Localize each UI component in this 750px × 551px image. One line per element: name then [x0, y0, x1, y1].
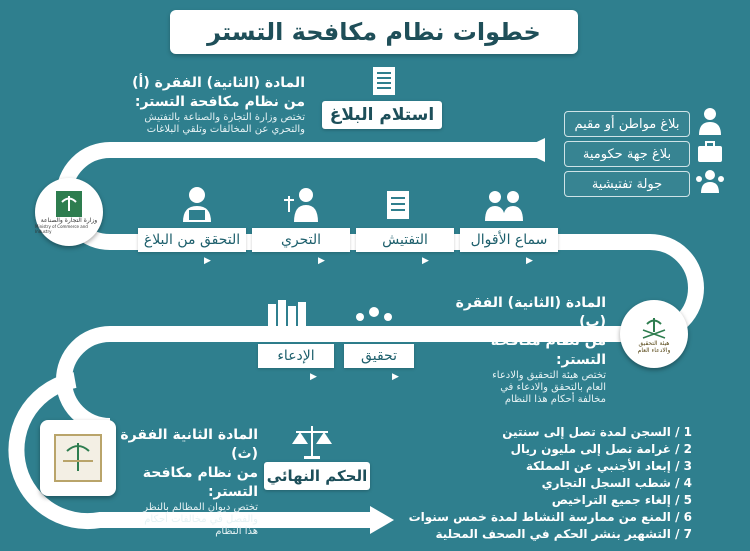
source-government: بلاغ جهة حكومية: [564, 141, 690, 167]
source-citizen: بلاغ مواطن أو مقيم: [564, 111, 690, 137]
section-b-heading2: من نظام مكافحة التستر:: [490, 333, 606, 368]
investigation-logo-line1: هيئة التحقيق: [638, 340, 670, 347]
section-a-body2: والتحري عن المخالفات وتلقي البلاغات: [146, 124, 305, 135]
section-a-heading1: المادة (الثانية) الفقرة (أ): [132, 75, 305, 91]
step-hearing: [460, 228, 558, 252]
ministry-logo-ar: وزارة التجارة والصناعة: [40, 216, 98, 224]
section-b-body3: مخالفة أحكام هذا النظام: [504, 394, 606, 405]
play-icon: ▶: [526, 256, 533, 266]
penalty-item: 1 / السجن لمدة تصل إلى سنتين: [502, 425, 692, 439]
step-inspection-label: التفتيش: [382, 232, 428, 248]
section-a: [100, 74, 305, 136]
penalty-item: 7 / التشهير بنشر الحكم في الصحف المحلية: [435, 527, 692, 541]
document-icon: [372, 66, 396, 96]
files-icon: [266, 298, 310, 338]
ministry-logo-en: Ministry of Commerce and Industry: [35, 223, 88, 234]
penalty-item: 6 / المنع من ممارسة النشاط لمدة خمس سنوات: [408, 510, 692, 524]
step-inquiry: [252, 228, 350, 252]
section-c: [112, 426, 258, 538]
section-c-body1: تختص ديوان المظالم بالنظر: [143, 502, 258, 513]
section-b-heading1: المادة (الثانية) الفقرة (ب): [455, 295, 606, 330]
penalties-list: [380, 424, 692, 543]
ministry-logo: [35, 178, 103, 246]
scales-icon: [292, 424, 332, 460]
play-icon: ▶: [204, 256, 211, 266]
grievances-board-logo: [40, 420, 116, 496]
briefcase-icon: [696, 140, 724, 164]
step-inspection: [356, 228, 454, 252]
receive-report-label: استلام البلاغ: [322, 101, 442, 129]
play-icon: ▶: [318, 256, 325, 266]
section-c-body3: هذا النظام: [215, 526, 258, 537]
meeting-icon: [352, 306, 396, 338]
step-verify-report: [138, 228, 246, 252]
penalty-item: 4 / شطب السجل التجاري: [541, 476, 692, 490]
palm-swords-icon: [639, 314, 669, 340]
source-inspection: جولة تفتيشية: [564, 171, 690, 197]
computer-user-icon: [180, 186, 214, 222]
step-hearing-label: سماع الأقوال: [470, 232, 548, 248]
section-c-heading2: من نظام مكافحة التستر:: [142, 465, 258, 500]
section-a-heading2: من نظام مكافحة التستر:: [134, 94, 305, 110]
path-arrow-start: [520, 138, 545, 162]
step-inquiry-label: التحري: [280, 232, 322, 248]
section-a-body1: تختص وزارة التجارة والصناعة بالتفتيش: [144, 112, 305, 123]
final-verdict-label: الحكم النهائي: [264, 462, 370, 490]
section-b-body1: تختص هيئة التحقيق والادعاء: [492, 370, 606, 381]
step-prosecution: [258, 344, 334, 368]
page-title: خطوات نظام مكافحة التستر: [170, 10, 578, 54]
investigator-icon: [282, 186, 322, 222]
group-icon: [694, 168, 726, 194]
section-c-body2: والفصل في مخالفات أحكام: [144, 514, 258, 525]
section-b-body2: العام بالتحقق والادعاء في: [500, 382, 606, 393]
play-icon: ▶: [422, 256, 429, 266]
step-investigation-label: تحقيق: [361, 348, 397, 364]
penalty-item: 3 / إبعاد الأجنبي عن المملكة: [525, 459, 692, 473]
palm-emblem-icon: [56, 191, 82, 217]
step-investigation: [344, 344, 414, 368]
scales-palm-icon: [53, 433, 103, 483]
penalty-item: 2 / غرامة تصل إلى مليون ريال: [510, 442, 692, 456]
section-b: [448, 294, 606, 406]
play-icon: ▶: [392, 372, 399, 382]
section-c-heading1: المادة الثانية الفقرة (ث): [120, 427, 258, 462]
investigation-logo: [620, 300, 688, 368]
step-verify-label: التحقق من البلاغ: [143, 232, 241, 248]
inspection-document-icon: [386, 190, 410, 220]
investigation-logo-line2: والادعاء العام: [637, 347, 671, 354]
play-icon: ▶: [310, 372, 317, 382]
hearing-icon: [484, 188, 524, 222]
person-icon: [696, 106, 724, 136]
penalty-item: 5 / إلغاء جميع التراخيص: [551, 493, 692, 507]
step-prosecution-label: الإدعاء: [277, 348, 315, 364]
